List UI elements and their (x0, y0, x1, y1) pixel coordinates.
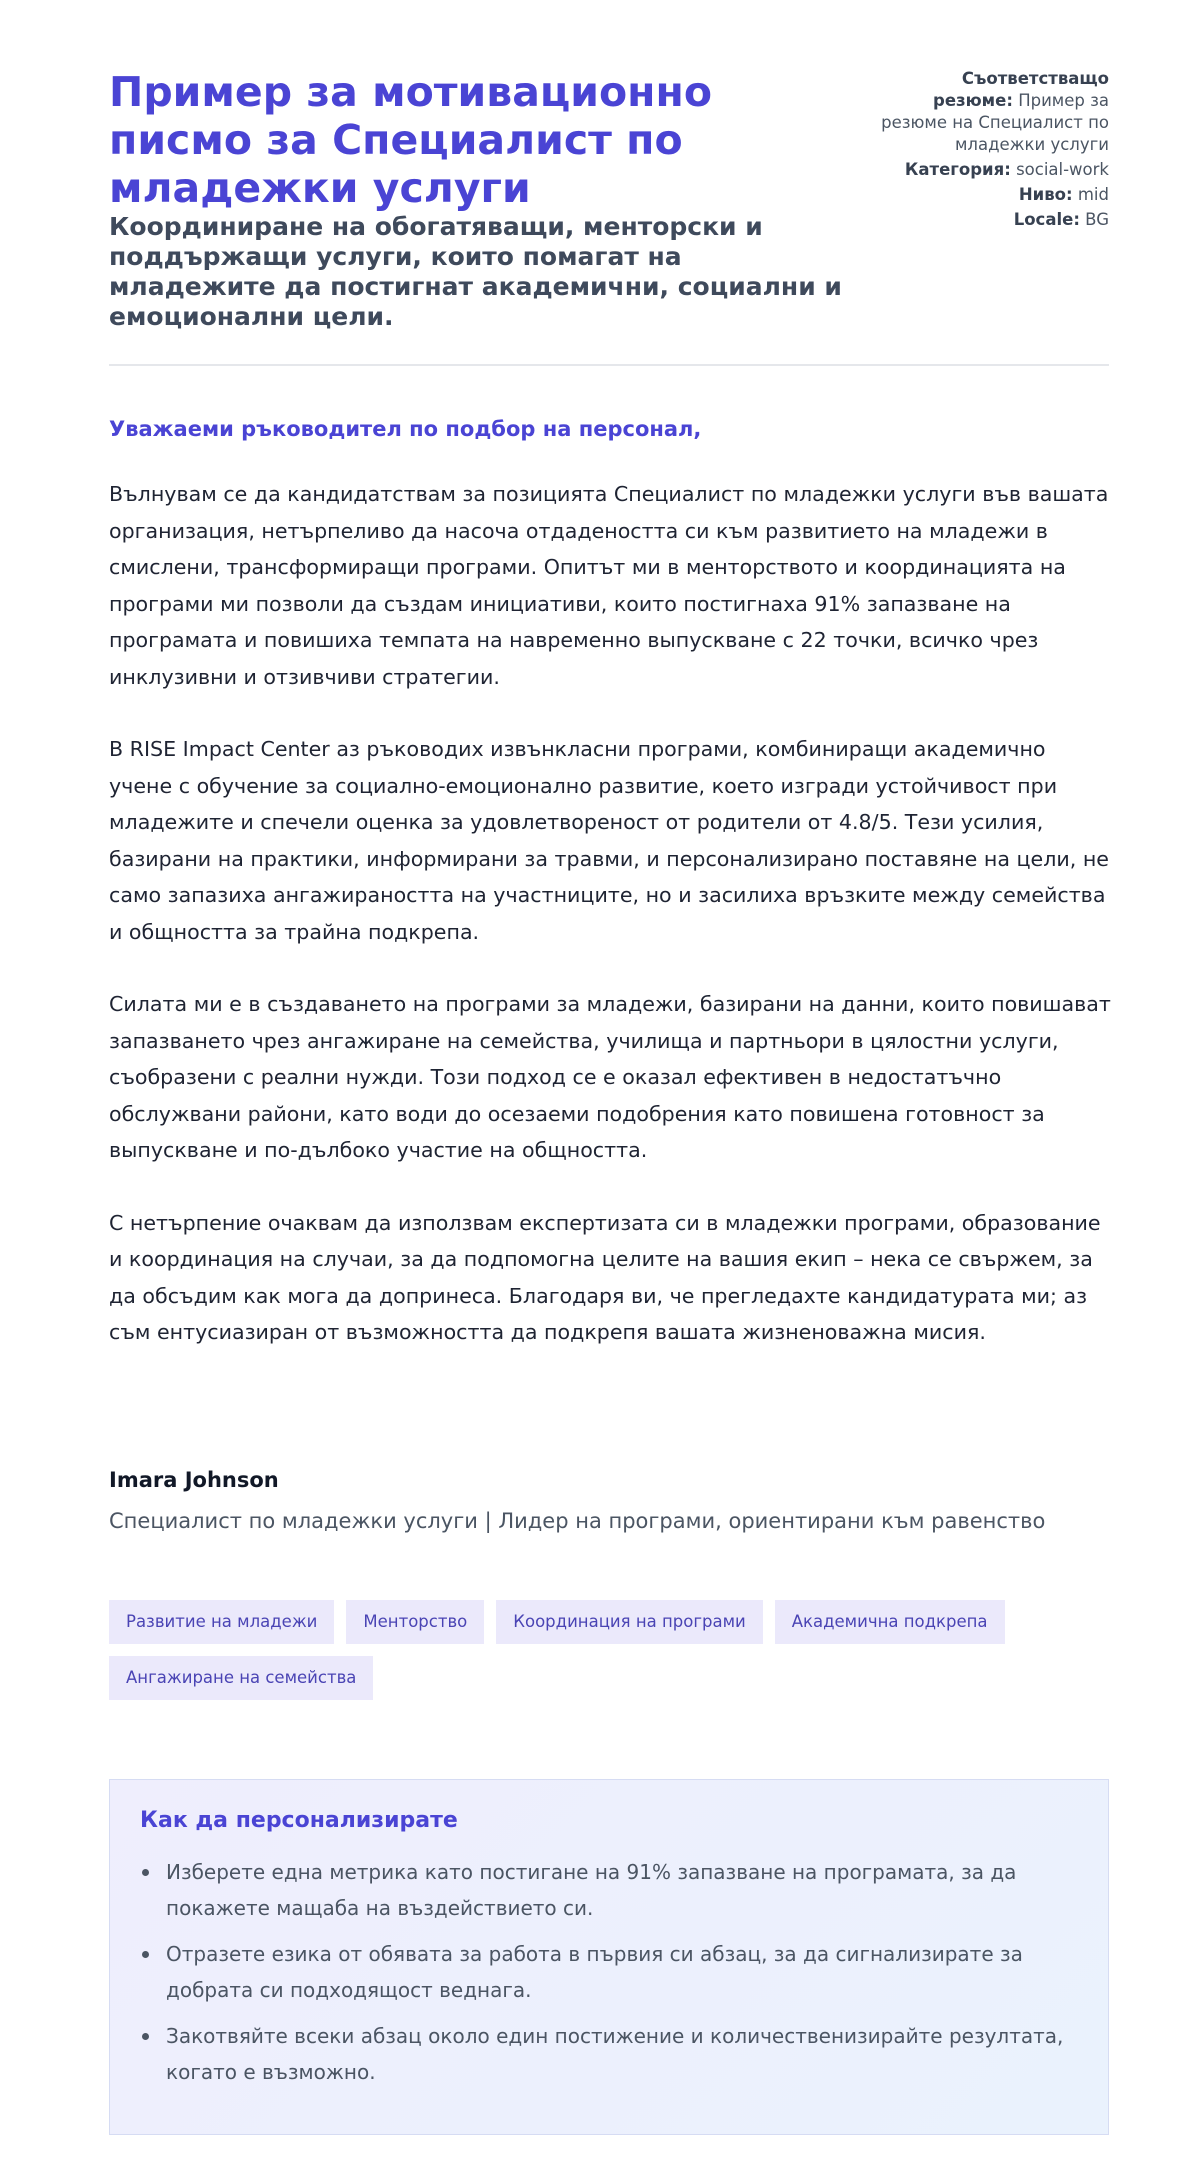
meta-category-value: social-work (1016, 160, 1109, 179)
meta-category-label: Категория: (904, 160, 1011, 179)
page-title: Пример за мотивационно писмо за Специалист по младежки услуги (109, 68, 712, 212)
skill-tag: Ангажиране на семейства (109, 1656, 373, 1700)
skill-tag: Менторство (346, 1600, 484, 1644)
tip-item (166, 1854, 1078, 1926)
meta-resume-label: Съответстващо резюме: (933, 69, 1109, 110)
header-divider (109, 364, 1109, 366)
meta-locale (879, 209, 1109, 231)
meta-resume-value: Пример за резюме на Специалист по младежки услуги (881, 91, 1109, 154)
meta-locale-value: BG (1085, 210, 1109, 229)
personalization-tips-box (109, 1779, 1109, 2135)
meta-level-value: mid (1077, 185, 1109, 204)
tip-text: Закотвяйте всеки абзац около един постижение и количественизирайте резултата, когато е възможно. (166, 2024, 1064, 2084)
letter-paragraph: В RISE Impact Center аз ръководих извънкласни програми, комбиниращи академично учене с обучение за социално-емоционално развитие, което изгради устойчивост при младежите и спечели оценка за удовлетвореност от родители от 4.8/5. Тези усилия, базирани на практики, информирани за травми, и персонализирано поставяне на цели, не само запазиха ангажираността на участниците, но и засилиха връзките между семейства и общността за трайна подкрепа. (109, 737, 1109, 944)
tip-text: Изберете една метрика като постигане на 91% запазване на програмата, за да покажете мащаба на въздействието си. (166, 1860, 1017, 1920)
signature-title: Специалист по младежки услуги | Лидер на програми, ориентирани към равенство (109, 1509, 1046, 1533)
meta-level-label: Ниво: (1018, 185, 1073, 204)
bullet-icon (142, 2033, 149, 2040)
letter-paragraph: Вълнувам се да кандидатствам за позицията Специалист по младежки услуги във вашата организация, нетърпеливо да насоча отдадеността си към развитието на младежи в смислени, трансформиращи програми. Опитът ми в менторството и координацията на програми ми позволи да създам инициативи, които постигнаха 91% запазване на програмата и повишиха темпата на навременно выпускване с 22 точки, всичко чрез инклузивни и отзивчиви стратегии. (109, 482, 1109, 689)
letter-paragraph: Силата ми е в създаването на програми за младежи, базирани на данни, които повишават запазването чрез ангажиране на семейства, училища и партньори в цялостни услуги, съобразени с реални нужди. Този подход се е оказал ефективен в недостатъчно обслужвани райони, като води до осезаеми подобрения като повишена готовност за выпускване и по-дълбоко участие на общността. (109, 992, 1111, 1162)
tip-item (166, 1936, 1078, 2008)
salutation: Уважаеми ръководител по подбор на персонал, (109, 417, 702, 441)
meta-panel (879, 68, 1109, 234)
meta-level (879, 184, 1109, 206)
meta-resume (879, 68, 1109, 156)
tips-list (140, 1854, 1078, 2090)
tip-item (166, 2018, 1078, 2090)
skill-tags (109, 1600, 1109, 1700)
letter-paragraph: С нетърпение очаквам да използвам експертизата си в младежки програми, образование и координация на случаи, за да подпомогна целите на вашия екип – нека се свържем, за да обсъдим как мога да допринеса. Благодаря ви, че прегледахте кандидатурата ми; аз съм ентусиазиран от възможността да подкрепя вашата жизненоважна мисия. (109, 1210, 1101, 1344)
skill-tag: Развитие на младежи (109, 1600, 334, 1644)
page-subtitle: Координиране на обогатяващи, менторски и поддържащи услуги, които помагат на младежите да постигнат академични, социални и емоционални цели. (109, 212, 842, 331)
tips-title: Как да персонализирате (140, 1808, 458, 1833)
skill-tag: Координация на програми (496, 1600, 762, 1644)
skill-tag: Академична подкрепа (775, 1600, 1005, 1644)
meta-locale-label: Locale: (1013, 210, 1080, 229)
signature-name: Imara Johnson (109, 1468, 279, 1492)
bullet-icon (142, 1951, 149, 1958)
tip-text: Отразете езика от обявата за работа в първия си абзац, за да сигнализирате за добрата си подходящост веднага. (166, 1942, 1023, 2002)
letter-body (109, 410, 1111, 1387)
meta-category (879, 159, 1109, 181)
page-header (109, 68, 1109, 332)
bullet-icon (142, 1869, 149, 1876)
